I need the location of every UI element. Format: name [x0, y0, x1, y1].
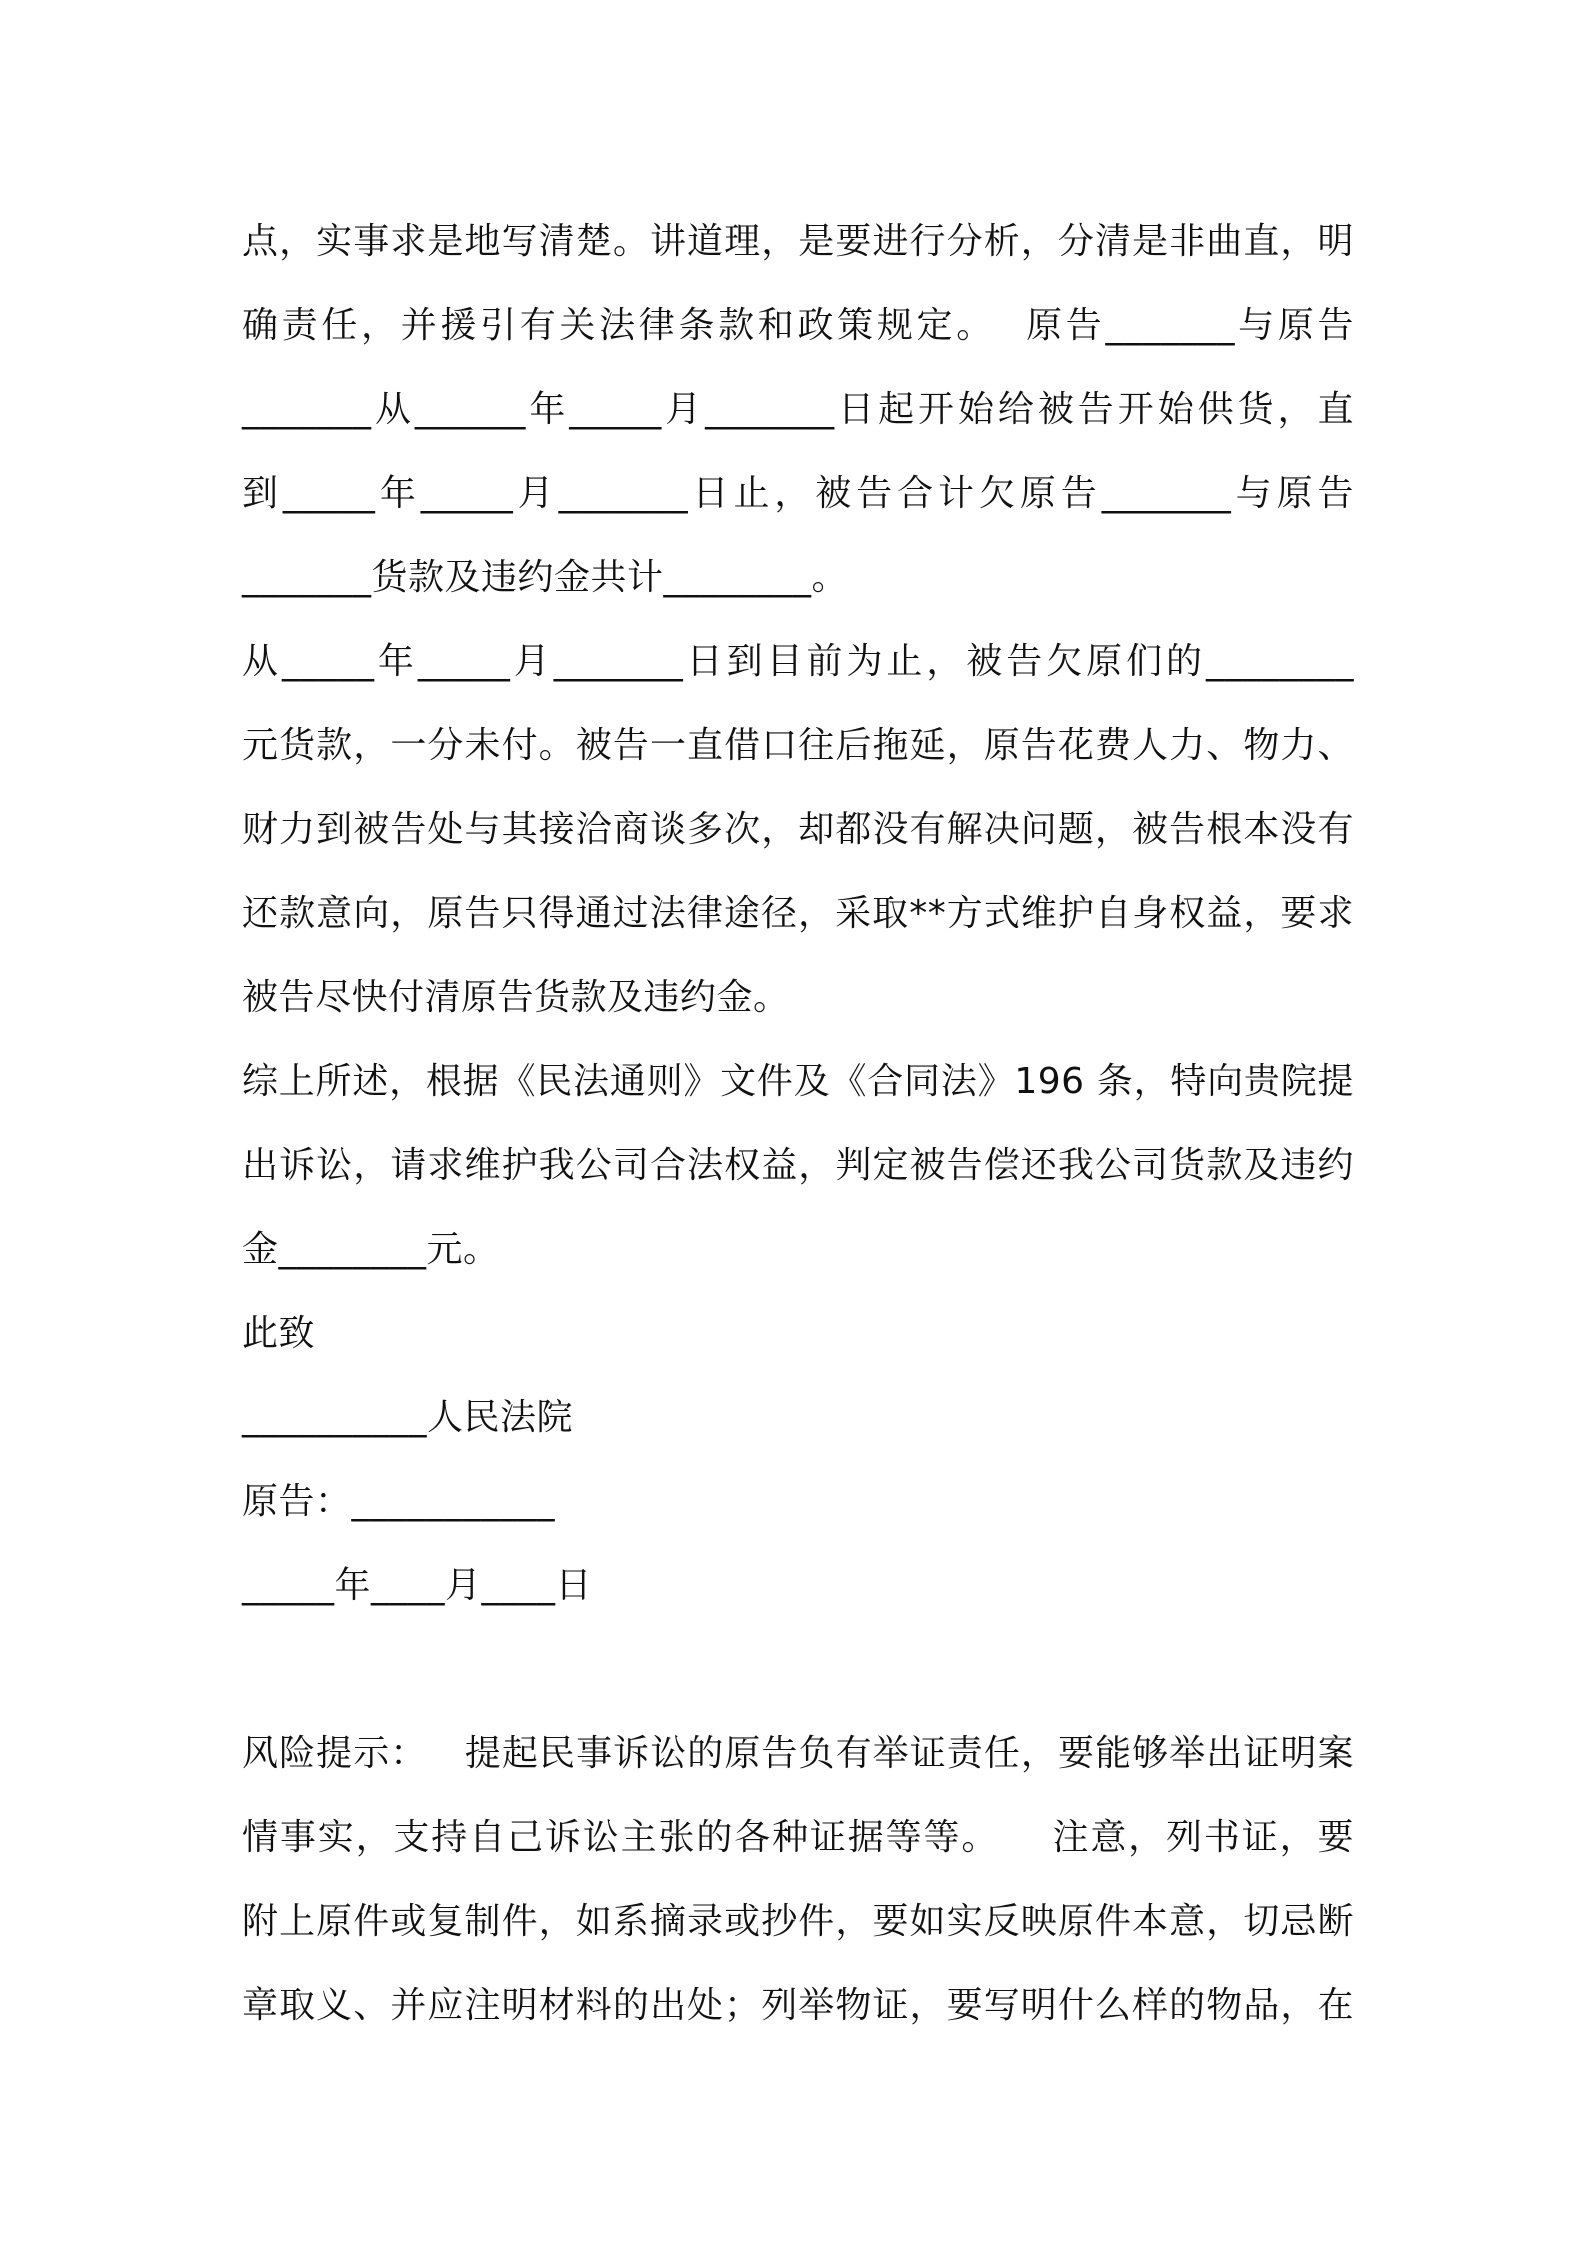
body-line-1: 点，实事求是地写清楚。讲道理，是要进行分析，分清是非曲直，明: [242, 221, 1354, 262]
body-line-12: 出诉讼，请求维护我公司合法权益，判定被告偿还我公司货款及违约: [242, 1145, 1354, 1186]
salutation: 此致: [242, 1313, 316, 1354]
body-line-13: 金________元。: [242, 1229, 500, 1270]
body-line-3: _______从______年_____月_______日起开始给被告开始供货，直: [242, 389, 1354, 430]
risk-line-3: 附上原件或复制件，如系摘录或抄件，要如实反映原件本意，切忌断: [242, 1901, 1354, 1942]
risk-line-2: 情事实，支持自己诉讼主张的各种证据等等。 注意，列书证，要: [242, 1817, 1354, 1858]
body-line-4: 到_____年_____月_______日止，被告合计欠原告_______与原告: [242, 473, 1354, 514]
date-line: _____年____月____日: [242, 1565, 593, 1606]
body-line-10: 被告尽快付清原告货款及违约金。: [242, 977, 790, 1018]
body-line-5: _______货款及违约金共计________。: [242, 557, 849, 598]
risk-line-4: 章取义、并应注明材料的出处；列举物证，要写明什么样的物品，在: [242, 1985, 1354, 2026]
body-line-8: 财力到被告处与其接洽商谈多次，却都没有解决问题，被告根本没有: [242, 809, 1354, 850]
body-line-9: 还款意向，原告只得通过法律途径，采取**方式维护自身权益，要求: [242, 893, 1354, 934]
body-line-11: 综上所述，根据《民法通则》文件及《合同法》196 条，特向贵院提: [242, 1061, 1354, 1102]
court-name: __________人民法院: [242, 1397, 574, 1438]
body-line-2: 确责任，并援引有关法律条款和政策规定。 原告_______与原告: [242, 305, 1354, 346]
risk-line-1: 风险提示： 提起民事诉讼的原告负有举证责任，要能够举出证明案: [242, 1733, 1354, 1774]
section-gap: [242, 1628, 1354, 1712]
body-line-6: 从_____年_____月_______日到目前为止，被告欠原们的________: [242, 641, 1354, 682]
body-line-7: 元货款，一分未付。被告一直借口往后拖延，原告花费人力、物力、: [242, 725, 1354, 766]
document-body: [242, 200, 1354, 2048]
plaintiff-signature: 原告：___________: [242, 1481, 556, 1522]
